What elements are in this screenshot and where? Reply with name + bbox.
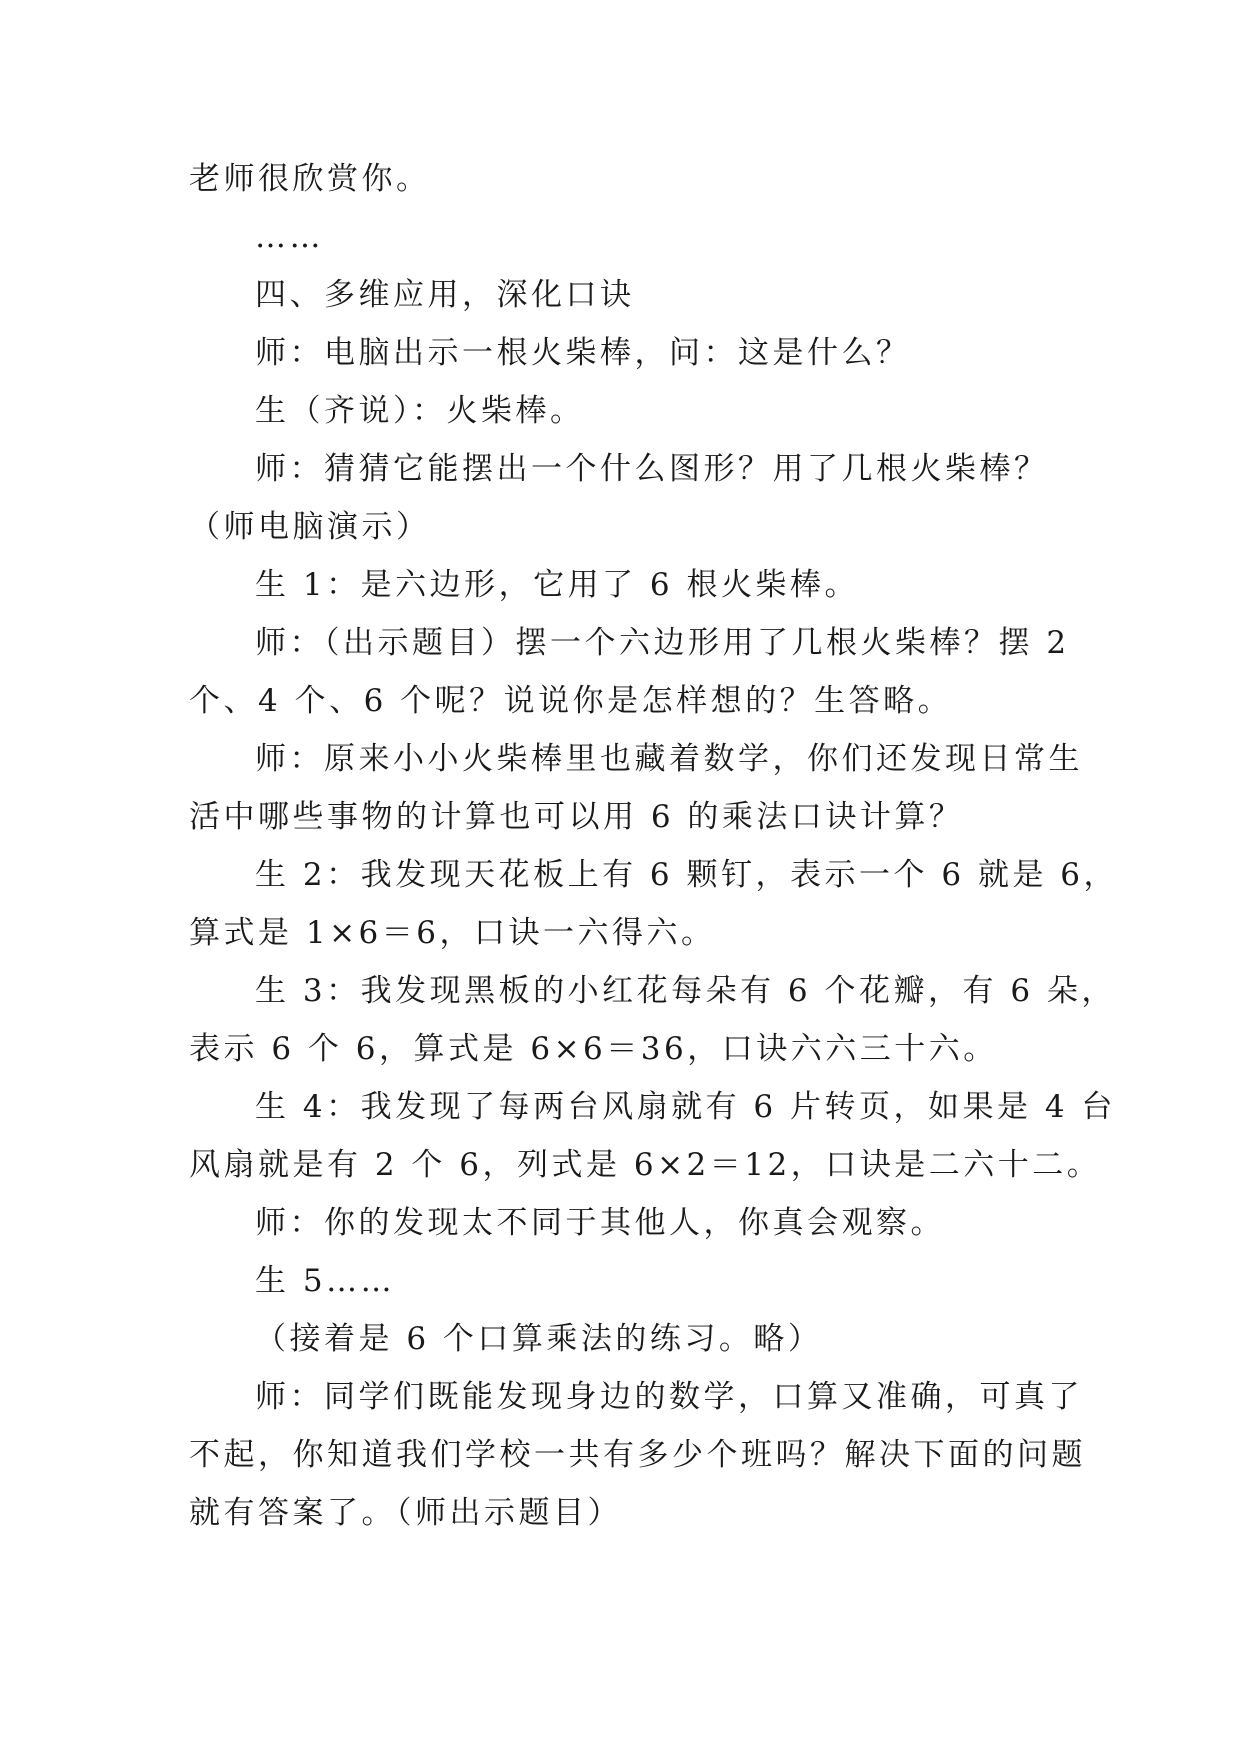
text-line: 表示 6 个 6，算式是 6×6＝36，口诀六六三十六。 [189, 1031, 998, 1067]
text-line: 生 2：我发现天花板上有 6 颗钉，表示一个 6 就是 6， [255, 857, 1119, 893]
text-line: 生 1：是六边形，它用了 6 根火柴棒。 [255, 567, 860, 603]
text-line: 生 4：我发现了每两台风扇就有 6 片转页，如果是 4 台 [255, 1089, 1116, 1125]
text-line: 算式是 1×6＝6，口诀一六得六。 [189, 915, 716, 951]
text-line: 师：同学们既能发现身边的数学，口算又准确，可真了 [255, 1379, 1083, 1415]
text-line: 师：（出示题目）摆一个六边形用了几根火柴棒？摆 2 [255, 625, 1070, 661]
text-line: 就有答案了。（师出示题目） [189, 1495, 622, 1531]
text-line: 风扇就是有 2 个 6，列式是 6×2＝12，口诀是二六十二。 [189, 1147, 1102, 1183]
text-line: 师：原来小小火柴棒里也藏着数学，你们还发现日常生 [255, 741, 1083, 777]
text-line: …… [255, 219, 324, 255]
text-line: 个、4 个、6 个呢？说说你是怎样想的？生答略。 [189, 683, 953, 719]
text-line: 师：猜猜它能摆出一个什么图形？用了几根火柴棒？ [255, 451, 1049, 487]
text-line: 生（齐说）：火柴棒。 [255, 393, 585, 429]
text-line: 生 5…… [255, 1263, 396, 1299]
document-page [189, 150, 1119, 1542]
text-line: 师：电脑出示一根火柴棒，问：这是什么？ [255, 335, 911, 371]
section-heading: 四、多维应用，深化口诀 [255, 277, 635, 313]
text-line: 老师很欣赏你。 [189, 161, 431, 197]
text-line: 不起，你知道我们学校一共有多少个班吗？解决下面的问题 [189, 1437, 1086, 1473]
text-line: 生 3：我发现黑板的小红花每朵有 6 个花瓣，有 6 朵， [255, 973, 1116, 1009]
text-line: 活中哪些事物的计算也可以用 6 的乘法口诀计算？ [189, 799, 964, 835]
text-line: （接着是 6 个口算乘法的练习。略） [255, 1321, 823, 1357]
text-line: （师电脑演示） [189, 509, 431, 545]
text-line: 师：你的发现太不同于其他人，你真会观察。 [255, 1205, 945, 1241]
